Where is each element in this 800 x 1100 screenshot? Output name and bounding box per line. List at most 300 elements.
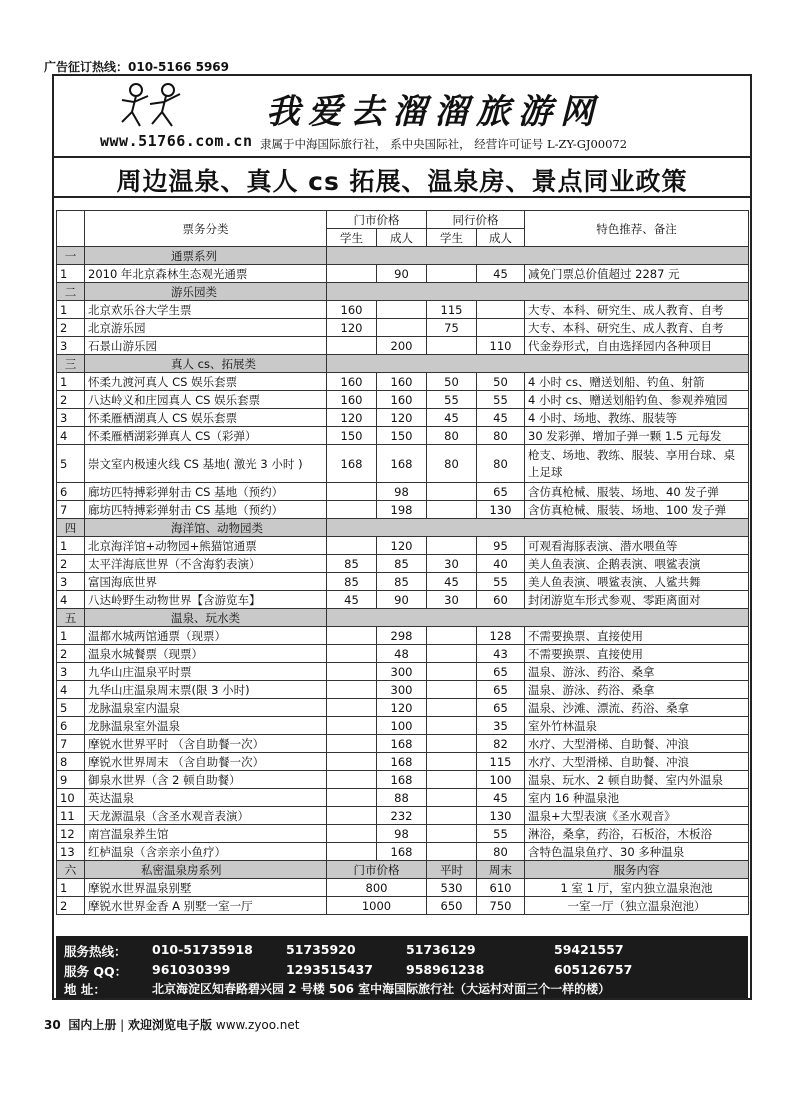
trade-student-price: 55 [427,391,477,409]
header-gate-student: 学生 [327,229,377,247]
header-gate-price: 门市价格 [327,211,427,229]
page-title: 周边温泉、真人 cs 拓展、温泉房、景点同业政策 [116,167,688,196]
table-row [57,699,749,717]
row-number: 5 [57,445,85,483]
empty-cell [327,609,749,627]
table-row [57,373,749,391]
remark: 室外竹林温泉 [525,717,749,735]
trade-adult-price: 95 [477,537,525,555]
gate-student-price: 160 [327,373,377,391]
trade-student-price [427,645,477,663]
row-number: 6 [57,483,85,501]
trade-adult-price: 45 [477,409,525,427]
qq-3: 958961238 [406,962,485,977]
gate-adult-price: 168 [377,753,427,771]
ticket-name: 九华山庄温泉平时票 [85,663,327,681]
row-number: 4 [57,427,85,445]
gate-adult-price: 100 [377,717,427,735]
trade-adult-price: 128 [477,627,525,645]
gate-student-price [327,735,377,753]
weekend-price: 750 [477,897,525,915]
gate-adult-price: 160 [377,373,427,391]
trade-student-price: 30 [427,591,477,609]
room-name: 摩锐水世界金香 A 别墅一室一厅 [85,897,327,915]
row-number: 12 [57,825,85,843]
trade-adult-price: 65 [477,483,525,501]
table-row [57,843,749,861]
remark: 不需要换票、直接使用 [525,627,749,645]
ticket-name: 南宫温泉养生馆 [85,825,327,843]
remark: 美人鱼表演、喂鲨表演、人鲨共舞 [525,573,749,591]
remark: 含特色温泉鱼疗、30 多种温泉 [525,843,749,861]
gate-adult-price: 88 [377,789,427,807]
trade-adult-price: 65 [477,699,525,717]
gate-student-price [327,337,377,355]
remark: 室内 16 种温泉池 [525,789,749,807]
gate-adult-price: 300 [377,681,427,699]
gate-student-price [327,627,377,645]
row-number: 4 [57,681,85,699]
gate-adult-price: 168 [377,843,427,861]
contact-box [56,936,748,998]
header-trade-price: 同行价格 [427,211,525,229]
hotline-3: 51736129 [406,942,476,957]
section-title: 游乐园类 [85,283,327,301]
section-number: 三 [57,355,85,373]
remark: 美人鱼表演、企鹅表演、喂鲨表演 [525,555,749,573]
remark: 30 发彩弹、增加子弹一颗 1.5 元每发 [525,427,749,445]
hotline-4: 59421557 [554,942,624,957]
hotline-2: 51735920 [286,942,356,957]
ticket-name: 红栌温泉（含亲亲小鱼疗） [85,843,327,861]
trade-student-price [427,627,477,645]
trade-adult-price: 80 [477,427,525,445]
trade-adult-price: 43 [477,645,525,663]
table-row [57,427,749,445]
ticket-name: 北京海洋馆+动物园+熊猫馆通票 [85,537,327,555]
trade-student-price [427,789,477,807]
table-row [57,501,749,519]
trade-adult-price [477,319,525,337]
empty-cell [327,283,749,301]
gate-student-price [327,825,377,843]
row-number: 7 [57,501,85,519]
qq-4: 605126757 [554,962,633,977]
gate-student-price [327,771,377,789]
gate-price: 1000 [327,897,427,915]
gate-adult-price: 168 [377,771,427,789]
table-row [57,681,749,699]
gate-adult-price: 150 [377,427,427,445]
table-row [57,645,749,663]
row-number: 9 [57,771,85,789]
logo-header [54,76,750,154]
empty-cell [327,355,749,373]
trade-student-price [427,771,477,789]
gate-student-price: 168 [327,445,377,483]
trade-adult-price: 40 [477,555,525,573]
row-number: 1 [57,265,85,283]
table-row [57,879,749,897]
gate-student-price [327,753,377,771]
gate-student-price [327,483,377,501]
logo-name: 我爱去溜溜旅游网 [266,92,602,132]
gate-adult-price: 120 [377,409,427,427]
gate-adult-price [377,301,427,319]
table-row [57,409,749,427]
trade-student-price: 50 [427,373,477,391]
trade-adult-price [477,301,525,319]
table-row [57,753,749,771]
trade-student-price [427,265,477,283]
hotline-label: 服务热线： [64,944,127,959]
header-trade-student: 学生 [427,229,477,247]
table-row [57,717,749,735]
header-content: 服务内容 [525,861,749,879]
trade-adult-price: 110 [477,337,525,355]
gate-student-price: 45 [327,591,377,609]
ticket-name: 天龙源温泉（含圣水观音表演） [85,807,327,825]
trade-student-price [427,753,477,771]
section-header-row [57,861,749,879]
trade-adult-price: 45 [477,265,525,283]
section-title: 温泉、玩水类 [85,609,327,627]
trade-student-price [427,735,477,753]
section-header-row [57,609,749,627]
ticket-name: 温泉水城餐票（现票） [85,645,327,663]
remark: 减免门票总价值超过 2287 元 [525,265,749,283]
trade-student-price [427,681,477,699]
ticket-name: 八达岭义和庄园真人 CS 娱乐套票 [85,391,327,409]
gate-price: 800 [327,879,427,897]
trade-student-price: 80 [427,427,477,445]
row-number: 2 [57,319,85,337]
qq-label: 服务 QQ： [64,964,128,979]
header-gate-adult: 成人 [377,229,427,247]
trade-student-price [427,337,477,355]
row-number: 1 [57,627,85,645]
gate-adult-price: 160 [377,391,427,409]
address-label: 地 址： [64,982,106,997]
section-header-row [57,283,749,301]
section-header-row [57,355,749,373]
table-row [57,391,749,409]
row-number: 3 [57,573,85,591]
trade-adult-price: 115 [477,753,525,771]
row-number: 8 [57,753,85,771]
remark: 封闭游览车形式参观、零距离面对 [525,591,749,609]
header-weekend: 周末 [477,861,525,879]
gate-adult-price: 90 [377,591,427,609]
section-title: 通票系列 [85,247,327,265]
trade-adult-price: 65 [477,681,525,699]
header-remark: 特色推荐、备注 [525,211,749,247]
row-number: 1 [57,537,85,555]
table-row [57,825,749,843]
price-table [56,210,749,915]
table-row [57,807,749,825]
gate-adult-price: 120 [377,537,427,555]
table-row [57,319,749,337]
remark: 温泉+大型表演《圣水观音》 [525,807,749,825]
ticket-name: 怀柔雁栖湖彩弹真人 CS（彩弹） [85,427,327,445]
hotline-1: 010-51735918 [152,942,253,957]
trade-adult-price: 100 [477,771,525,789]
row-number: 13 [57,843,85,861]
remark: 1 室 1 厅，室内独立温泉泡池 [525,879,749,897]
gate-student-price [327,681,377,699]
row-number: 1 [57,373,85,391]
qq-2: 1293515437 [286,962,373,977]
table-row [57,265,749,283]
ticket-name: 怀柔九渡河真人 CS 娱乐套票 [85,373,327,391]
ad-hotline: 广告征订热线：010-5166 5969 [44,60,230,74]
empty-cell [327,519,749,537]
qq-1: 961030399 [152,962,231,977]
row-number: 3 [57,409,85,427]
row-number: 2 [57,391,85,409]
section-header-row [57,519,749,537]
gate-student-price [327,537,377,555]
table-row [57,771,749,789]
gate-student-price [327,807,377,825]
weekday-price: 650 [427,897,477,915]
remark: 代金券形式，自由选择园内各种项目 [525,337,749,355]
table-row [57,663,749,681]
gate-adult-price: 198 [377,501,427,519]
table-row [57,337,749,355]
gate-student-price [327,843,377,861]
remark: 4 小时 cs、赠送划船、钓鱼、射箭 [525,373,749,391]
trade-adult-price: 50 [477,373,525,391]
ticket-name: 九华山庄温泉周末票(限 3 小时) [85,681,327,699]
empty-cell [327,247,749,265]
gate-student-price [327,663,377,681]
gate-student-price: 85 [327,573,377,591]
trade-adult-price: 82 [477,735,525,753]
row-number: 3 [57,663,85,681]
table-row [57,301,749,319]
gate-adult-price: 120 [377,699,427,717]
table-row [57,537,749,555]
gate-adult-price: 300 [377,663,427,681]
trade-adult-price: 45 [477,789,525,807]
ticket-name: 龙脉温泉室外温泉 [85,717,327,735]
site-link[interactable]: www.zyoo.net [215,1018,300,1032]
weekday-price: 530 [427,879,477,897]
gate-adult-price: 90 [377,265,427,283]
row-number: 5 [57,699,85,717]
ticket-name: 富国海底世界 [85,573,327,591]
trade-student-price: 45 [427,409,477,427]
remark: 水疗、大型滑梯、自助餐、冲浪 [525,753,749,771]
row-number: 2 [57,897,85,915]
row-number: 6 [57,717,85,735]
row-number: 2 [57,555,85,573]
book-name: 国内上册 [68,1018,117,1032]
gate-student-price: 85 [327,555,377,573]
trade-student-price: 75 [427,319,477,337]
gate-adult-price: 200 [377,337,427,355]
header-trade-adult: 成人 [477,229,525,247]
welcome-text: 欢迎浏览电子版 [128,1018,213,1032]
row-number: 3 [57,337,85,355]
gate-student-price [327,501,377,519]
gate-student-price: 160 [327,301,377,319]
ticket-name: 摩锐水世界平时 （含自助餐一次） [85,735,327,753]
table-row [57,445,749,483]
ticket-name: 怀柔雁栖湖真人 CS 娱乐套票 [85,409,327,427]
ticket-name: 摩锐水世界周末 （含自助餐一次） [85,753,327,771]
section-number: 六 [57,861,85,879]
gate-adult-price: 298 [377,627,427,645]
section-number: 二 [57,283,85,301]
trade-student-price [427,537,477,555]
room-name: 摩锐水世界温泉别墅 [85,879,327,897]
logo-subtitle: 隶属于中海国际旅行社， 系中央国际社， 经营许可证号 L-ZY-GJ00072 [260,137,628,151]
section-title: 真人 cs、拓展类 [85,355,327,373]
row-number: 10 [57,789,85,807]
trade-student-price: 80 [427,445,477,483]
ticket-name: 北京欢乐谷大学生票 [85,301,327,319]
table-row [57,483,749,501]
gate-adult-price: 98 [377,483,427,501]
trade-adult-price: 80 [477,445,525,483]
gate-adult-price: 85 [377,555,427,573]
page-footer: 30 国内上册 | 欢迎浏览电子版 www.zyoo.net [44,1018,300,1032]
table-row [57,591,749,609]
gate-adult-price: 168 [377,735,427,753]
trade-adult-price: 130 [477,807,525,825]
ticket-name: 崇文室内极速火线 CS 基地( 激光 3 小时 ) [85,445,327,483]
title-bar [54,156,750,198]
gate-student-price [327,789,377,807]
table-row [57,627,749,645]
trade-adult-price: 130 [477,501,525,519]
ticket-name: 龙脉温泉室内温泉 [85,699,327,717]
section-header-row [57,247,749,265]
gate-student-price: 120 [327,319,377,337]
table-row [57,789,749,807]
trade-student-price [427,717,477,735]
section-title: 海洋馆、动物园类 [85,519,327,537]
gate-adult-price: 48 [377,645,427,663]
trade-adult-price: 65 [477,663,525,681]
trade-adult-price: 35 [477,717,525,735]
section-number: 四 [57,519,85,537]
gate-adult-price: 168 [377,445,427,483]
remark: 大专、本科、研究生、成人教育、自考 [525,301,749,319]
remark: 温泉、游泳、药浴、桑拿 [525,663,749,681]
gate-student-price [327,265,377,283]
section-number: 一 [57,247,85,265]
gate-student-price [327,645,377,663]
trade-student-price [427,807,477,825]
trade-student-price: 115 [427,301,477,319]
gate-adult-price: 98 [377,825,427,843]
table-row [57,897,749,915]
remark: 含仿真枪械、服装、场地、100 发子弹 [525,501,749,519]
page-number: 30 [44,1018,61,1032]
header-gate-price: 门市价格 [327,861,427,879]
table-header-row [57,211,749,229]
remark: 不需要换票、直接使用 [525,645,749,663]
gate-adult-price [377,319,427,337]
remark: 水疗、大型滑梯、自助餐、冲浪 [525,735,749,753]
gate-adult-price: 85 [377,573,427,591]
gate-student-price [327,717,377,735]
ticket-name: 八达岭野生动物世界【含游览车】 [85,591,327,609]
table-row [57,573,749,591]
remark: 温泉、游泳、药浴、桑拿 [525,681,749,699]
trade-student-price: 45 [427,573,477,591]
row-number: 2 [57,645,85,663]
trade-student-price [427,699,477,717]
logo-url: www.51766.com.cn [100,132,253,150]
remark: 4 小时、场地、教练、服装等 [525,409,749,427]
ticket-name: 北京游乐园 [85,319,327,337]
row-number: 1 [57,879,85,897]
gate-student-price: 160 [327,391,377,409]
remark: 可观看海豚表演、潜水喂鱼等 [525,537,749,555]
weekend-price: 610 [477,879,525,897]
trade-adult-price: 55 [477,825,525,843]
trade-adult-price: 55 [477,391,525,409]
running-figures-icon [118,82,192,132]
row-number: 7 [57,735,85,753]
gate-student-price: 120 [327,409,377,427]
header-weekday: 平时 [427,861,477,879]
ticket-name: 廊坊匹特搏彩弹射击 CS 基地（预约） [85,483,327,501]
page-frame [52,74,752,1000]
ticket-name: 太平洋海底世界（不含海豹表演） [85,555,327,573]
table-row [57,735,749,753]
remark: 大专、本科、研究生、成人教育、自考 [525,319,749,337]
remark: 淋浴，桑拿，药浴，石板浴，木板浴 [525,825,749,843]
gate-student-price: 150 [327,427,377,445]
trade-adult-price: 80 [477,843,525,861]
remark: 枪支、场地、教练、服装、享用台球、桌上足球 [525,445,749,483]
trade-student-price [427,483,477,501]
trade-student-price [427,825,477,843]
table-row [57,555,749,573]
ticket-name: 2010 年北京森林生态观光通票 [85,265,327,283]
trade-student-price [427,501,477,519]
remark: 温泉、沙滩、漂流、药浴、桑拿 [525,699,749,717]
remark: 含仿真枪械、服装、场地、40 发子弹 [525,483,749,501]
gate-adult-price: 232 [377,807,427,825]
ticket-name: 石景山游乐园 [85,337,327,355]
section-title: 私密温泉房系列 [85,861,327,879]
remark: 温泉、玩水、2 顿自助餐、室内外温泉 [525,771,749,789]
trade-student-price [427,843,477,861]
trade-adult-price: 55 [477,573,525,591]
remark: 一室一厅（独立温泉泡池） [525,897,749,915]
gate-student-price [327,699,377,717]
row-number: 11 [57,807,85,825]
row-number: 4 [57,591,85,609]
ticket-name: 温都水城两馆通票（现票） [85,627,327,645]
remark: 4 小时 cs、赠送划船钓鱼、参观养殖园 [525,391,749,409]
ticket-name: 英达温泉 [85,789,327,807]
section-number: 五 [57,609,85,627]
header-category: 票务分类 [85,211,327,247]
ticket-name: 廊坊匹特搏彩弹射击 CS 基地（预约） [85,501,327,519]
address: 北京海淀区知春路碧兴园 2 号楼 506 室中海国际旅行社（大运村对面三个一样的楼） [152,982,611,996]
trade-student-price [427,663,477,681]
row-number: 1 [57,301,85,319]
ticket-name: 御泉水世界（含 2 顿自助餐） [85,771,327,789]
